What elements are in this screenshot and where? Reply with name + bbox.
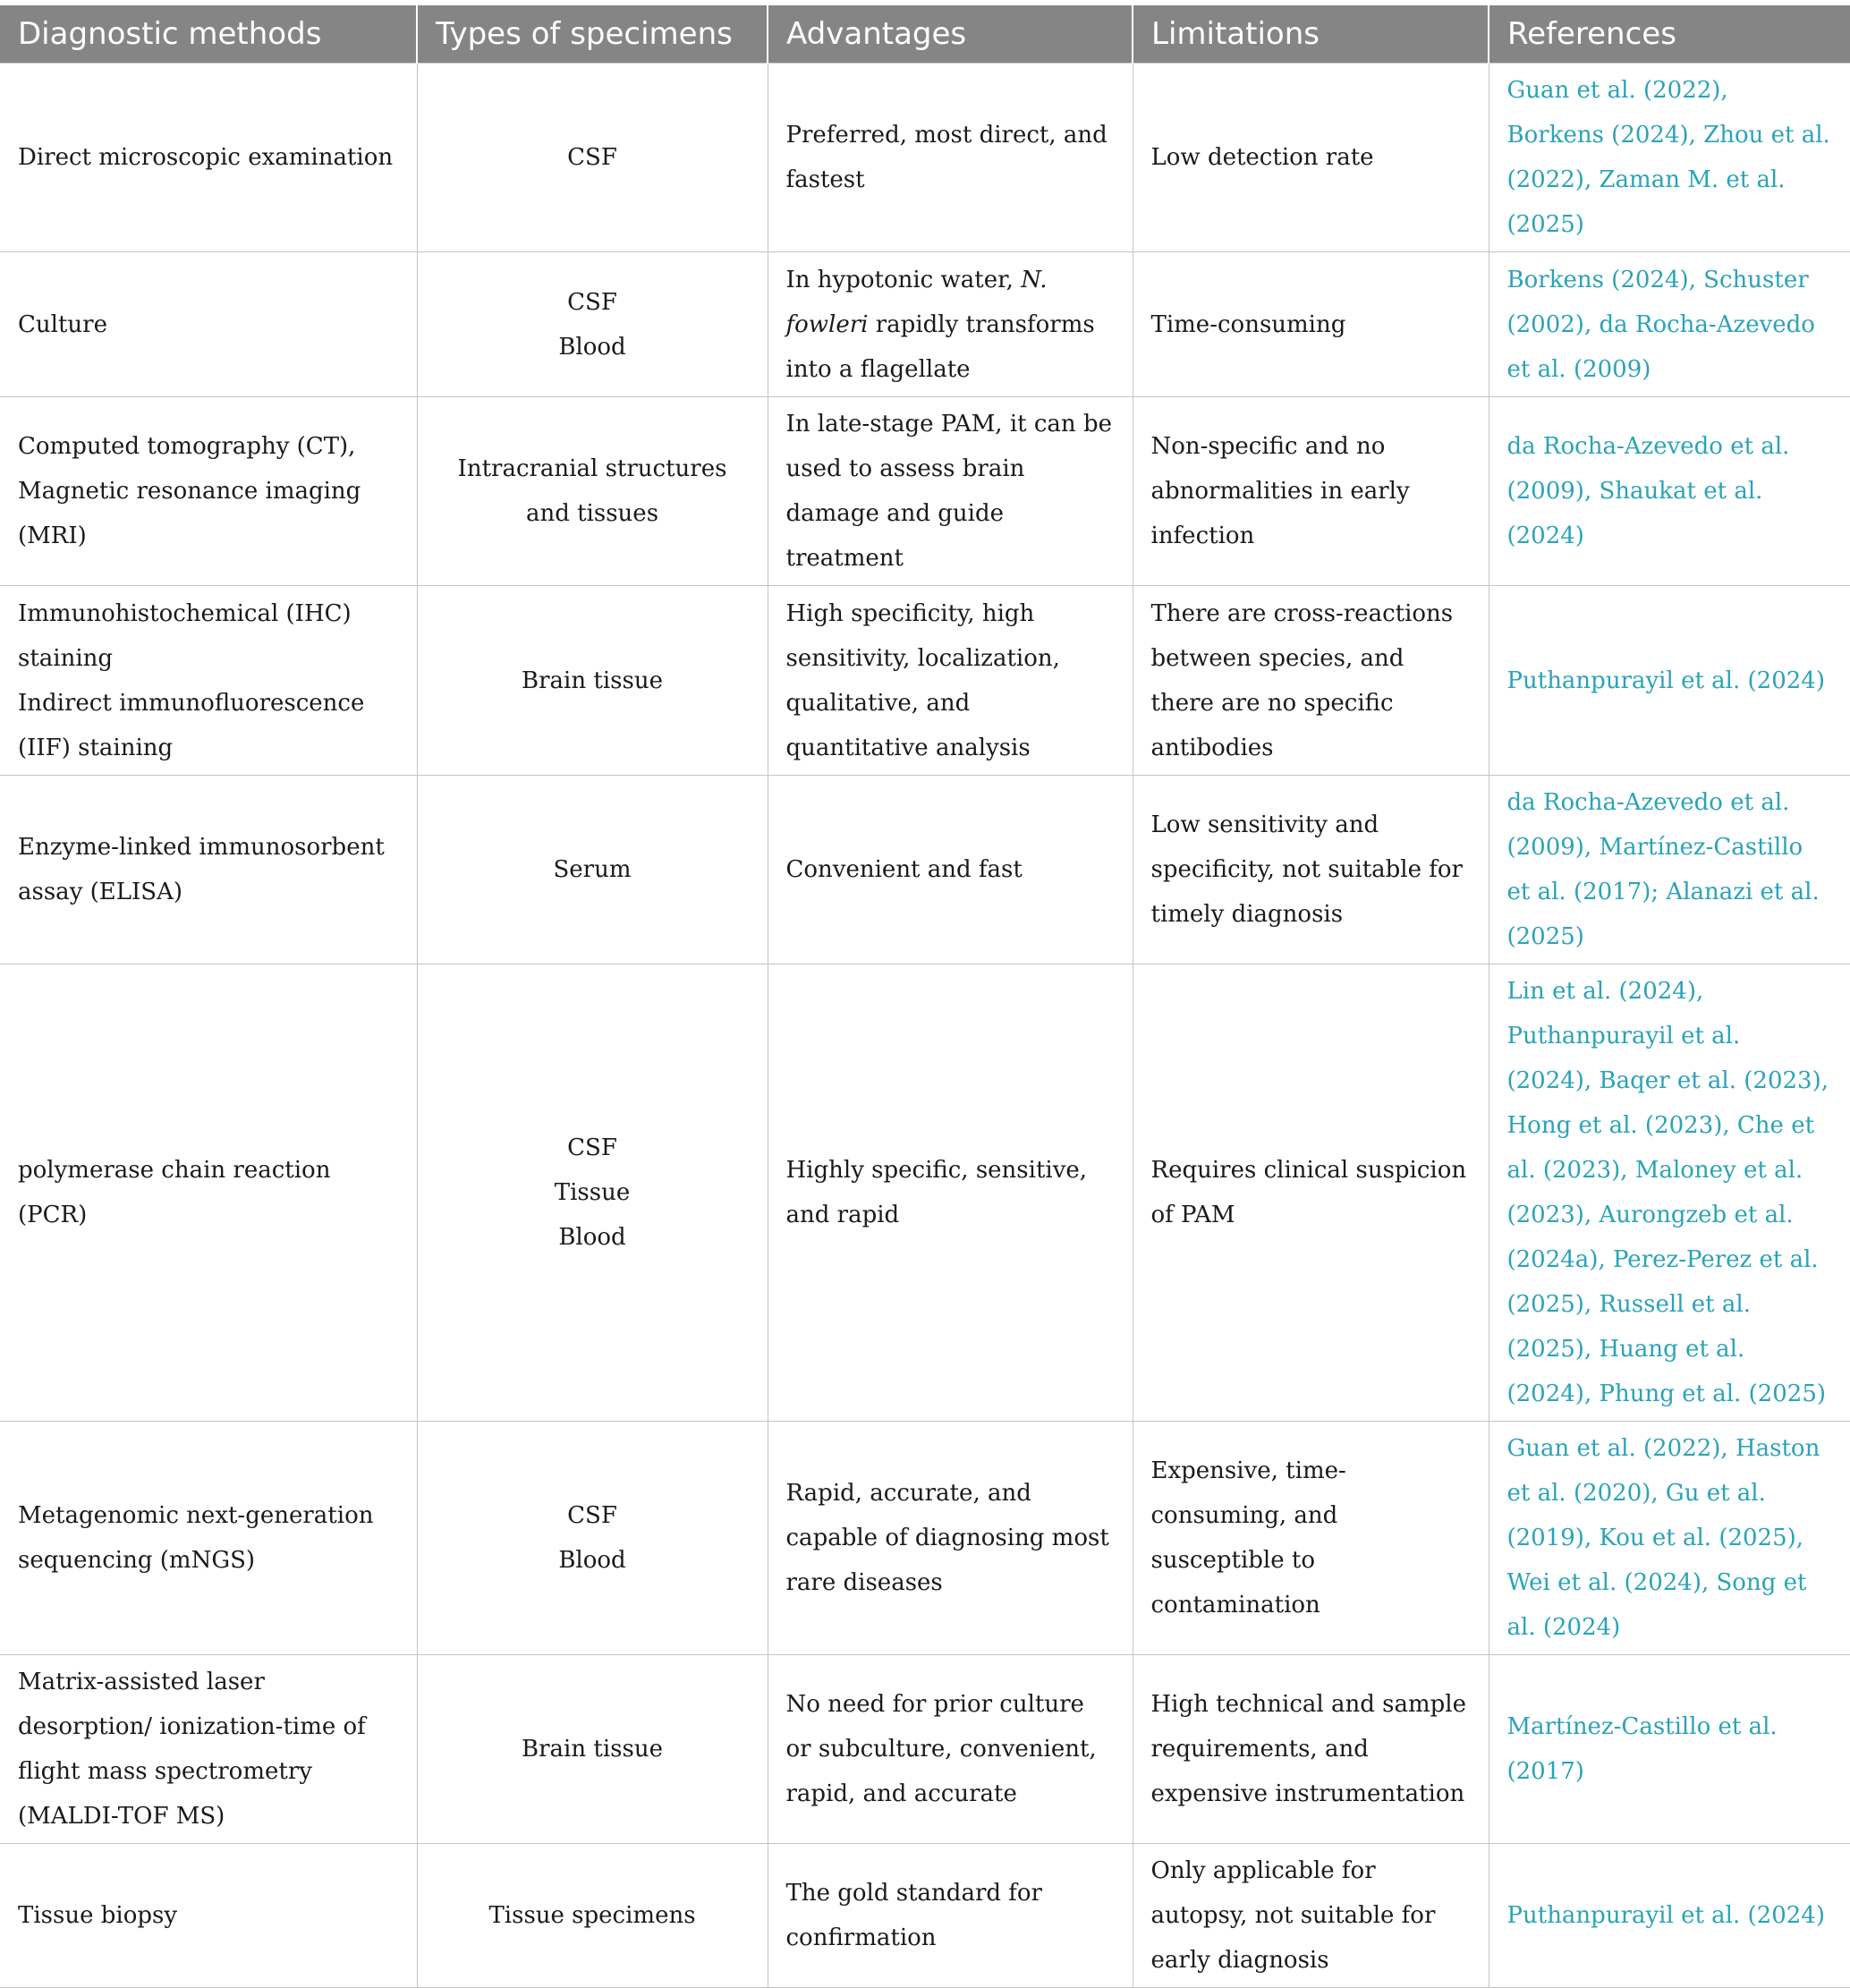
specimen-cell [417, 1844, 768, 1988]
limitations-cell: Low detection rate [1133, 64, 1489, 252]
specimen-cell [417, 586, 768, 776]
advantages-cell: The gold standard for confirmation [768, 1844, 1133, 1988]
specimen-cell [417, 252, 768, 397]
specimen-text: Brain tissue [522, 667, 663, 694]
advantages-cell: Preferred, most direct, and fastest [768, 64, 1133, 252]
specimen-text: Blood [558, 333, 626, 361]
specimen-text: CSF [567, 288, 617, 316]
references-link[interactable]: Lin et al. (2024), Puthanpurayil et al. (2024), Baqer et al. (2023), Hong et al. (2023), Che et al. (2023), Maloney et al. (2023), Aurongzeb et al. (2024a), Perez-Perez et al. (2025), Russell et al. (2025), Huang et al. (2024), Phung et al. (2025) [1489, 964, 1850, 1422]
limitations-cell: High technical and sample requirements, and expensive instrumentation [1133, 1655, 1489, 1844]
advantages-cell: Convenient and fast [768, 776, 1133, 964]
method-cell [0, 1422, 417, 1655]
references-link[interactable]: Martínez-Castillo et al. (2017) [1489, 1655, 1850, 1844]
method-text: Culture [18, 310, 107, 338]
header-references: References [1489, 5, 1850, 64]
method-cell [0, 1844, 417, 1988]
method-cell [0, 252, 417, 397]
table-row [0, 964, 1850, 1422]
method-text: Metagenomic next-generation sequencing (mNGS) [18, 1502, 374, 1574]
references-link[interactable]: da Rocha-Azevedo et al. (2009), Shaukat et al. (2024) [1489, 397, 1850, 586]
specimen-cell [417, 1655, 768, 1844]
table-row [0, 397, 1850, 586]
method-cell [0, 64, 417, 252]
method-text: Immunohistochemical (IHC) staining [18, 599, 352, 672]
limitations-cell: There are cross-reactions between species, and there are no specific antibodies [1133, 586, 1489, 776]
advantages-cell: In late-stage PAM, it can be used to assess brain damage and guide treatment [768, 397, 1133, 586]
specimen-cell [417, 964, 768, 1422]
method-text: Direct microscopic examination [18, 144, 394, 171]
references-link[interactable]: Borkens (2024), Schuster (2002), da Rocha-Azevedo et al. (2009) [1489, 252, 1850, 397]
species-name: N. fowleri [785, 266, 1048, 338]
specimen-text: CSF [567, 144, 617, 171]
specimen-text: CSF [567, 1502, 617, 1529]
method-cell [0, 1655, 417, 1844]
specimen-text: Brain tissue [522, 1736, 663, 1763]
table-row [0, 776, 1850, 964]
advantages-cell: High specificity, high sensitivity, localization, qualitative, and quantitative analysis [768, 586, 1133, 776]
specimen-text: Serum [553, 856, 632, 883]
table-row [0, 586, 1850, 776]
advantages-cell [768, 252, 1133, 397]
specimen-text: Blood [558, 1547, 626, 1574]
method-cell [0, 776, 417, 964]
method-text: Enzyme-linked immunosorbent assay (ELISA) [18, 834, 385, 905]
limitations-cell: Time-consuming [1133, 252, 1489, 397]
specimen-text: Intracranial structures and tissues [457, 455, 727, 527]
specimen-text: Tissue specimens [488, 1902, 696, 1929]
method-text: Matrix-assisted laser desorption/ ionization-time of flight mass spectrometry (MALDI-TOF MS) [18, 1669, 366, 1830]
table-header-row [0, 5, 1850, 64]
method-text: Computed tomography (CT), [18, 433, 356, 460]
table-row [0, 1844, 1850, 1988]
specimen-text: Tissue [554, 1179, 631, 1206]
references-link[interactable]: Guan et al. (2022), Borkens (2024), Zhou et al. (2022), Zaman M. et al. (2025) [1489, 64, 1850, 252]
advantages-cell: Highly specific, sensitive, and rapid [768, 964, 1133, 1422]
advantages-text: rapidly transforms into a flagellate [785, 310, 1095, 383]
method-text: polymerase chain reaction (PCR) [18, 1157, 331, 1228]
specimen-cell [417, 776, 768, 964]
header-diagnostic-methods: Diagnostic methods [0, 5, 417, 64]
limitations-cell: Requires clinical suspicion of PAM [1133, 964, 1489, 1422]
limitations-cell: Expensive, time-consuming, and susceptible to contamination [1133, 1422, 1489, 1655]
method-cell [0, 397, 417, 586]
references-link[interactable]: Puthanpurayil et al. (2024) [1489, 1844, 1850, 1988]
method-text: Indirect immunofluorescence (IIF) staining [18, 689, 365, 761]
table-row [0, 64, 1850, 252]
advantages-cell: No need for prior culture or subculture, convenient, rapid, and accurate [768, 1655, 1133, 1844]
specimen-cell [417, 397, 768, 586]
limitations-cell: Low sensitivity and specificity, not suitable for timely diagnosis [1133, 776, 1489, 964]
specimen-cell [417, 1422, 768, 1655]
table-row [0, 1655, 1850, 1844]
method-cell [0, 964, 417, 1422]
limitations-cell: Non-specific and no abnormalities in early infection [1133, 397, 1489, 586]
method-text: Magnetic resonance imaging (MRI) [18, 478, 361, 549]
table-row [0, 252, 1850, 397]
references-link[interactable]: da Rocha-Azevedo et al. (2009), Martínez-Castillo et al. (2017); Alanazi et al. (2025) [1489, 776, 1850, 964]
specimen-text: CSF [567, 1134, 617, 1161]
method-text: Tissue biopsy [18, 1902, 178, 1929]
references-link[interactable]: Guan et al. (2022), Haston et al. (2020), Gu et al. (2019), Kou et al. (2025), Wei et al. (2024), Song et al. (2024) [1489, 1422, 1850, 1655]
specimen-text: Blood [558, 1224, 626, 1251]
advantages-text: In hypotonic water, [785, 266, 1022, 293]
header-types-of-specimens: Types of specimens [417, 5, 768, 64]
advantages-cell: Rapid, accurate, and capable of diagnosing most rare diseases [768, 1422, 1133, 1655]
specimen-cell [417, 64, 768, 252]
diagnostic-methods-table [0, 5, 1850, 1988]
header-limitations: Limitations [1133, 5, 1489, 64]
method-cell [0, 586, 417, 776]
table-row [0, 1422, 1850, 1655]
references-link[interactable]: Puthanpurayil et al. (2024) [1489, 586, 1850, 776]
header-advantages: Advantages [768, 5, 1133, 64]
limitations-cell: Only applicable for autopsy, not suitable for early diagnosis [1133, 1844, 1489, 1988]
